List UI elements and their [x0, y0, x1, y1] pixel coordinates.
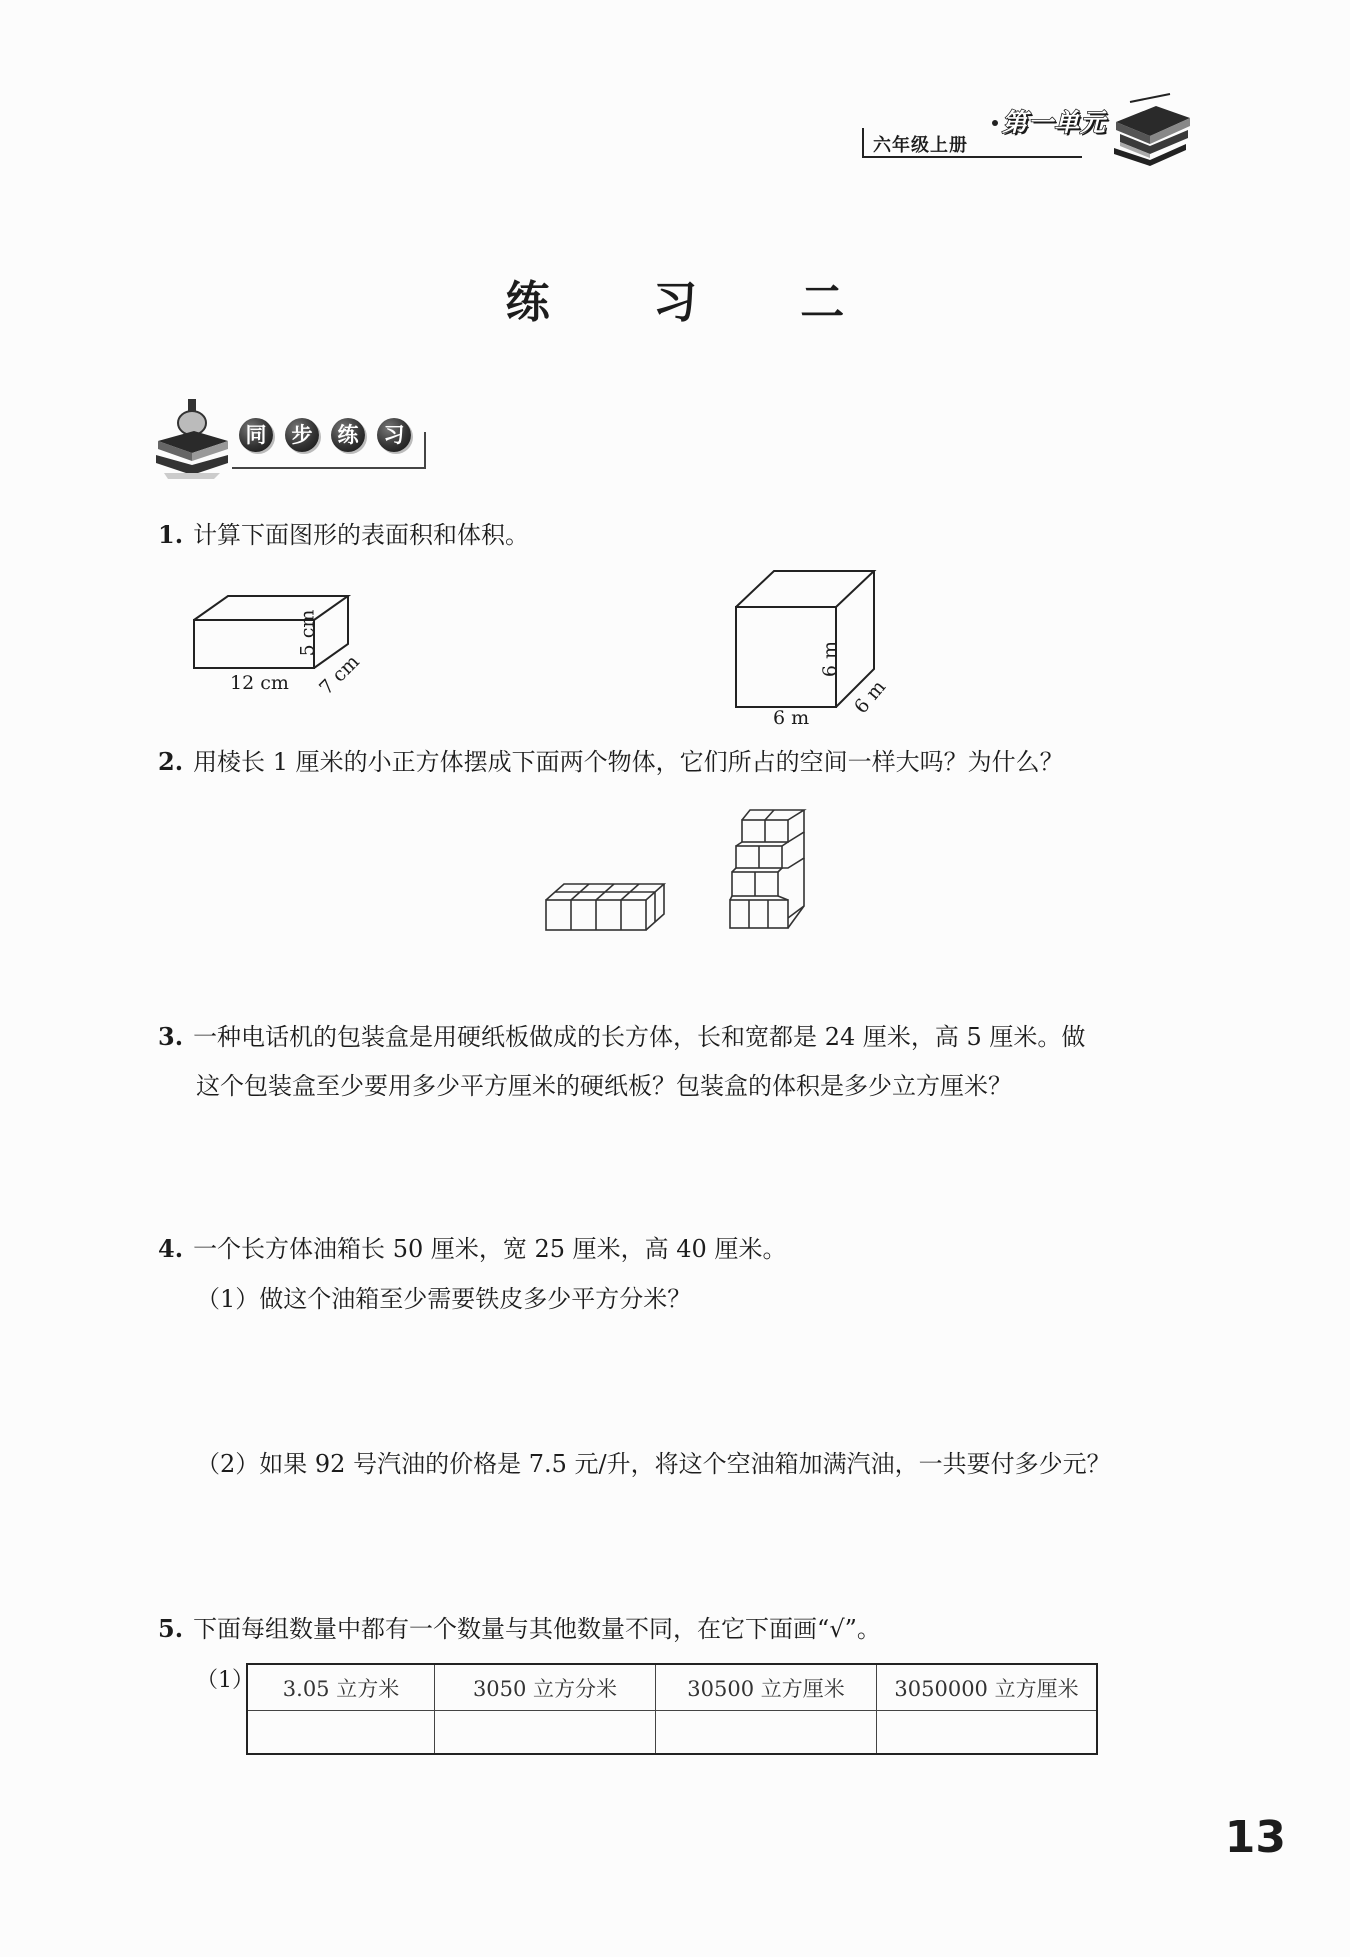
question-1 — [158, 518, 529, 552]
question-text: 用棱长 1 厘米的小正方体摆成下面两个物体，它们所占的空间一样大吗？为什么？ — [193, 748, 1064, 776]
stacked-cube-arrangement — [728, 806, 808, 934]
header-divider-vertical — [862, 128, 864, 158]
header-dot — [992, 120, 998, 126]
section-underline — [232, 467, 426, 469]
section-badge: 步 — [285, 418, 319, 452]
table-header-cell: 3050000 立方厘米 — [877, 1665, 1096, 1711]
table-header-cell: 30500 立方厘米 — [656, 1665, 877, 1711]
question-text: 计算下面图形的表面积和体积。 — [193, 521, 530, 549]
question-text-line-1: 一种电话机的包装盒是用硬纸板做成的长方体，长和宽都是 24 厘米，高 5 厘米。做 — [193, 1023, 1086, 1051]
unit-label: 第一单元 — [1002, 108, 1107, 137]
cube-bottom-label: 6 m — [773, 707, 810, 729]
question-2 — [158, 745, 1064, 779]
page-number: 13 — [1224, 1812, 1286, 1863]
answer-cell[interactable] — [877, 1711, 1096, 1753]
question-3 — [158, 1020, 1085, 1054]
question-text-line-2: 这个包装盒至少要用多少平方厘米的硬纸板？包装盒的体积是多少立方厘米？ — [196, 1072, 1012, 1100]
answer-cell[interactable] — [248, 1711, 435, 1753]
question-number: 1. — [158, 520, 184, 549]
cube-figure — [730, 565, 880, 715]
table-header-cell: 3050 立方分米 — [435, 1665, 656, 1711]
question-number: 5. — [158, 1614, 184, 1643]
flat-cube-arrangement — [544, 878, 670, 934]
sub-question-1: （1）做这个油箱至少需要铁皮多少平方分米？ — [196, 1285, 692, 1313]
question-number: 3. — [158, 1022, 184, 1051]
sub-question-2: （2）如果 92 号汽油的价格是 7.5 元/升，将这个空油箱加满汽油，一共要付多少元？ — [196, 1450, 1111, 1478]
question-text: 下面每组数量中都有一个数量与其他数量不同，在它下面画“√”。 — [193, 1615, 881, 1643]
group-label: （1） — [196, 1668, 254, 1693]
section-underline-vertical — [424, 432, 426, 469]
table-header-cell: 3.05 立方米 — [248, 1665, 435, 1711]
question-5 — [158, 1612, 881, 1646]
question-4 — [158, 1232, 786, 1266]
cuboid-width-label: 7 cm — [315, 650, 364, 700]
cuboid-length-label: 12 cm — [230, 672, 289, 694]
question-number: 2. — [158, 747, 184, 776]
grade-label: 六年级上册 — [873, 135, 968, 156]
answer-cell[interactable] — [435, 1711, 656, 1753]
section-badge: 习 — [377, 418, 411, 452]
cuboid-height-label: 5 cm — [296, 609, 319, 657]
question-text: 一个长方体油箱长 50 厘米，宽 25 厘米，高 40 厘米。 — [193, 1235, 787, 1263]
cube-side-label: 6 m — [819, 640, 842, 678]
cube-depth-label: 6 m — [850, 676, 891, 718]
question-number: 4. — [158, 1234, 184, 1263]
answer-cell[interactable] — [656, 1711, 877, 1753]
books-stack-icon — [154, 395, 230, 479]
section-badge: 同 — [239, 418, 273, 452]
books-stack-icon — [1110, 92, 1194, 166]
answer-table — [246, 1663, 1098, 1755]
section-badge: 练 — [331, 418, 365, 452]
page-title: 练 习 二 — [505, 277, 889, 328]
